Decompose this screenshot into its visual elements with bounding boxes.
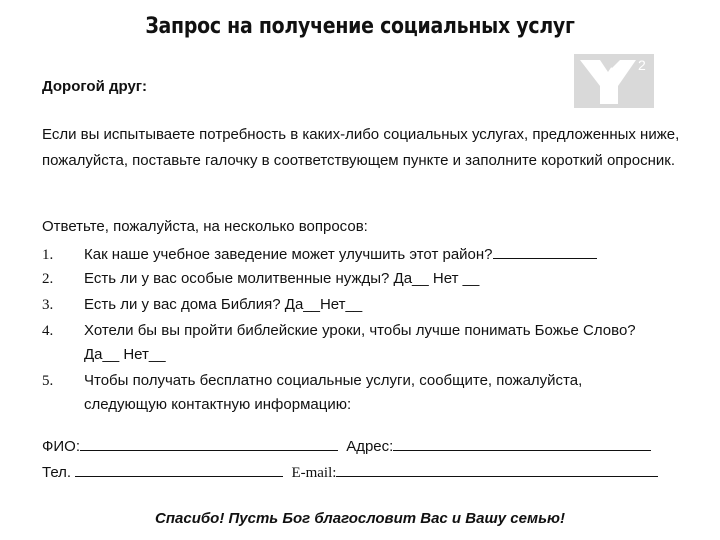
question-5-continuation: следующую контактную информацию: [84, 396, 352, 413]
address-field[interactable] [393, 436, 651, 451]
question-number: 1. [42, 247, 54, 263]
question-2 [42, 270, 479, 288]
question-4 [42, 322, 636, 340]
phone-field[interactable] [75, 462, 283, 477]
question-text: Как наше учебное заведение может улучшить этот район? [84, 246, 493, 263]
question-5 [42, 372, 582, 390]
name-field[interactable] [80, 436, 338, 451]
email-label: E-mail: [291, 465, 337, 481]
question-number: 2. [42, 271, 54, 287]
address-label: Адрес: [346, 438, 394, 455]
question-text: Есть ли у вас дома Библия? Да__Нет__ [84, 296, 363, 313]
contact-row-1 [42, 436, 651, 455]
intro-paragraph: Если вы испытываете потребность в каких-либо социальных услугах, предложенных ниже, пожалуйста, поставьте галочку в соответствующем пункте и заполните короткий опросник. [42, 126, 680, 169]
question-number: 5. [42, 373, 54, 389]
question-1 [42, 244, 597, 264]
name-label: ФИО: [42, 438, 81, 455]
answer-blank[interactable] [493, 244, 597, 259]
phone-label: Тел. [42, 464, 72, 481]
question-number: 4. [42, 323, 54, 339]
question-4-options: Да__ Нет__ [84, 346, 166, 363]
logo-superscript: 2 [638, 57, 646, 73]
contact-row-2 [42, 462, 658, 482]
question-text: Есть ли у вас особые молитвенные нужды? Да__ Нет __ [84, 270, 480, 287]
question-3 [42, 296, 362, 314]
question-number: 3. [42, 297, 54, 313]
email-field[interactable] [336, 462, 658, 477]
question-text: Хотели бы вы пройти библейские уроки, чтобы лучше понимать Божье Слово? [84, 322, 636, 339]
thanks-message: Спасибо! Пусть Бог благословит Вас и Вашу семью! [155, 510, 565, 527]
page-title: Запрос на получение социальных услуг [145, 14, 575, 39]
questions-heading: Ответьте, пожалуйста, на несколько вопросов: [42, 218, 368, 235]
question-text: Чтобы получать бесплатно социальные услуги, сообщите, пожалуйста, [84, 372, 583, 389]
greeting: Дорогой друг: [42, 78, 148, 95]
logo-icon [574, 54, 654, 108]
